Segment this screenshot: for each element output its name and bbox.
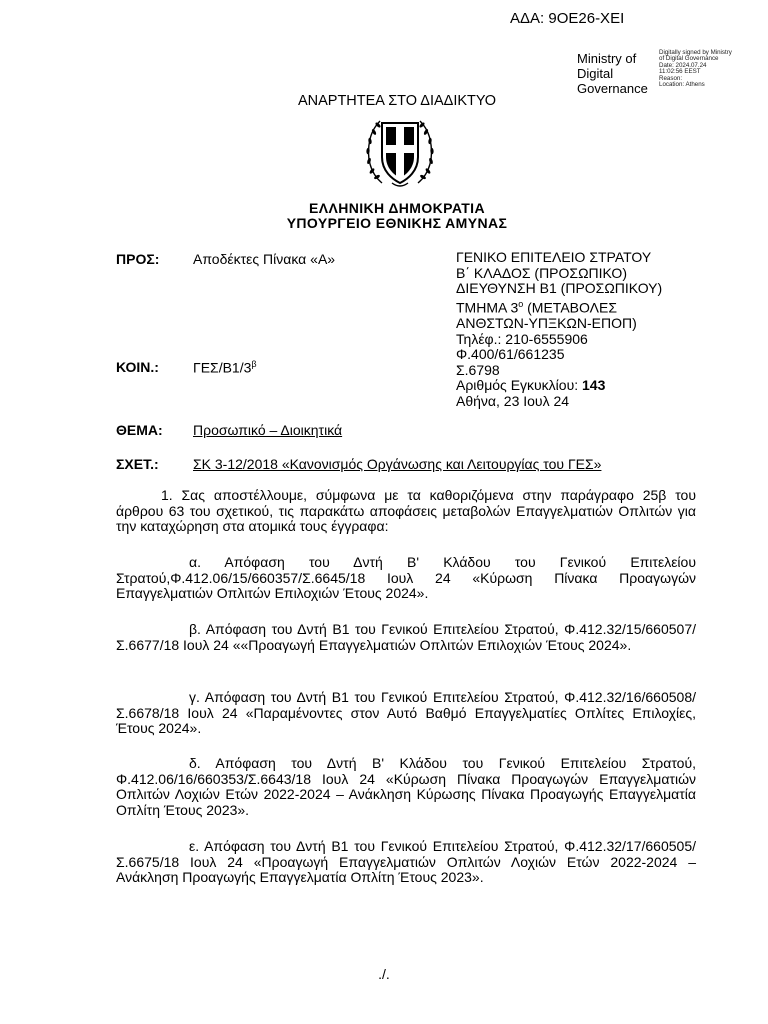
list-item-e: ε. Απόφαση του Δντή Β1 του Γενικού Επιτελείου Στρατού, Φ.412.32/17/660505/Σ.6675/18 Ιουλ 24 «Προαγωγή Επαγγελματιών Οπλιτών Λοχιών Ετών 2022-2024 – Ανάκληση Προαγωγής Επαγγελματία Οπλίτη Έτους 2023». xyxy=(116,838,696,886)
sender-department-line xyxy=(456,297,662,316)
list-item-d: δ. Απόφαση του Δντή Β' Κλάδου του Γενικού Επιτελείου Στρατού, Φ.412.06/16/660353/Σ.6643/18 Ιουλ 24 «Κύρωση Πίνακα Προαγωγών Επαγγελματιών Οπλιτών Λοχιών Ετών 2022-2024 – Ανάκληση Κύρωσης Πίνακα Προαγωγής Επαγγελματία Οπλίτη Έτους 2023». xyxy=(116,755,696,819)
circular-label: Αριθμός Εγκυκλίου: xyxy=(456,377,583,394)
ada-code: ΑΔΑ: 9ΟΕ26-ΧΕΙ xyxy=(510,10,625,27)
signature-detail-line: Reason: xyxy=(659,74,683,82)
file-number: Φ.400/61/661235 xyxy=(456,346,565,363)
list-item-b: β. Απόφαση του Δντή Β1 του Γενικού Επιτελείου Στρατού, Φ.412.32/15/660507/Σ.6677/18 Ιουλ 24 ««Προαγωγή Επαγγελματιών Οπλιτών Επιλοχιών Έτους 2024». xyxy=(116,621,696,653)
circular-number: 143 xyxy=(582,377,606,394)
signature-detail-line: Location: Athens xyxy=(659,81,705,89)
list-item-c: γ. Απόφαση του Δντή Β1 του Γενικού Επιτελείου Στρατού, Φ.412.32/16/660508/Σ.6678/18 Ιουλ 24 «Παραμένοντες στον Αυτό Βαθμό Επαγγελματίες Οπλίτες Επιλοχίες, Έτους 2024». xyxy=(116,689,696,737)
protocol-number: Σ.6798 xyxy=(456,361,500,378)
list-item-a: α. Απόφαση του Δντή Β' Κλάδου του Γενικού Επιτελείου Στρατού,Φ.412.06/15/660357/Σ.6645/18 Ιουλ 24 «Κύρωση Πίνακα Προαγωγών Επαγγελματιών Οπλιτών Επιλοχιών Έτους 2024». xyxy=(116,554,696,602)
signature-detail-line: Date: 2024.07.24 xyxy=(659,61,707,69)
signature-detail-line: 11:02:56 EEST xyxy=(659,68,701,76)
subject-label: ΘΕΜΑ: xyxy=(116,422,163,438)
signature-detail-line: of Digital Governance xyxy=(659,55,719,63)
digital-signature-details xyxy=(659,50,732,88)
to-label: ΠΡΟΣ: xyxy=(116,251,160,267)
department-prefix: ΤΜΗΜΑ 3 xyxy=(456,299,519,316)
department-suffix: (ΜΕΤΑΒΟΛΕΣ xyxy=(523,299,617,316)
continuation-mark: ./. xyxy=(378,966,390,982)
subject-value: Προσωπικό – Διοικητικά xyxy=(193,422,343,438)
cc-label: ΚΟΙΝ.: xyxy=(116,359,159,375)
republic-ministry-heading xyxy=(0,201,768,231)
document-date: Αθήνα, 23 Ιουλ 24 xyxy=(456,393,570,409)
sender-phone: Τηλέφ.: 210-6555906 xyxy=(456,330,588,347)
sender-line: ΓΕΝΙΚΟ ΕΠΙΤΕΛΕΙΟ ΣΤΡΑΤΟΥ xyxy=(456,249,652,265)
reference-label: ΣΧΕΤ.: xyxy=(116,456,159,472)
sender-line: ΑΝΘΣΤΩΝ-ΥΠΞΚΩΝ-ΕΠΟΠ) xyxy=(456,315,637,332)
paragraph-1: 1. Σας αποστέλλουμε, σύμφωνα με τα καθοριζόμενα στην παράγραφο 25β του άρθρου 63 του σχετικού, τις παρακάτω αποφάσεις μεταβολών Επαγγελματιών Οπλιτών για την καταχώρηση στα ατομικά τους έγγραφα: xyxy=(116,487,696,535)
greek-coat-of-arms-emblem xyxy=(362,113,438,193)
to-value: Αποδέκτες Πίνακα «Α» xyxy=(193,251,336,267)
cc-value-text: ΓΕΣ/Β1/3 xyxy=(193,359,252,376)
cc-value-sup: β xyxy=(251,359,257,369)
circular-number-line xyxy=(456,378,662,394)
ministry-title: ΥΠΟΥΡΓΕΙΟ ΕΘΝΙΚΗΣ ΑΜΥΝΑΣ xyxy=(286,215,508,231)
sender-block xyxy=(456,250,662,410)
signature-org-line: Digital xyxy=(577,66,614,81)
cc-value xyxy=(193,359,257,376)
sender-line: ΔΙΕΥΘΥΝΣΗ Β1 (ΠΡΟΣΩΠΙΚΟΥ) xyxy=(456,280,663,297)
signature-org-line: Governance xyxy=(577,81,648,96)
signature-org-line: Ministry of xyxy=(577,51,637,66)
upload-notice: ΑΝΑΡΤΗΤΕΑ ΣΤΟ ΔΙΑΔΙΚΤΥΟ xyxy=(297,93,497,109)
sender-line: Β΄ ΚΛΑΔΟΣ (ΠΡΟΣΩΠΙΚΟ) xyxy=(456,264,627,281)
reference-value: ΣΚ 3-12/2018 «Κανονισμός Οργάνωσης και Λειτουργίας του ΓΕΣ» xyxy=(193,456,602,472)
signature-detail-line: Digitally signed by Ministry xyxy=(659,49,732,56)
republic-title: ΕΛΛΗΝΙΚΗ ΔΗΜΟΚΡΑΤΙΑ xyxy=(309,200,485,216)
signature-organization xyxy=(577,51,648,96)
department-sup: ο xyxy=(518,298,524,309)
